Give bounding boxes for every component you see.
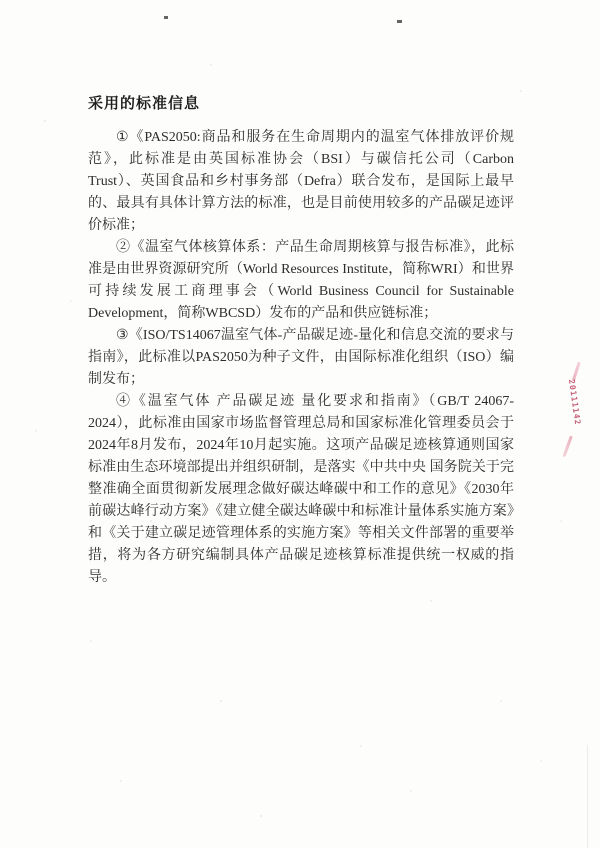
seal-serial-number: 20111142: [566, 378, 583, 426]
paragraph: ②《温室气体核算体系：产品生命周期核算与报告标准》，此标准是由世界资源研究所（World Resources Institute，简称WRI）和世界可持续发展工商理事会（World Business Council for Sustainable Development，简称WBCSD）发布的产品和供应链标准；: [88, 240, 514, 321]
scan-noise: [0, 0, 2, 2]
paragraph: ④《温室气体 产品碳足迹 量化要求和指南》（GB/T 24067-2024），此标准由国家市场监督管理总局和国家标准化管理委员会于2024年8月发布，2024年10月起实施。这项产品碳足迹核算通则国家标准由生态环境部提出并组织研制，是落实《中共中央 国务院关于完整准确全面贯彻新发展理念做好碳达峰碳中和工作的意见》《2030年前碳达峰行动方案》《建立健全碳达峰碳中和标准计量体系实施方案》和《关于建立碳足迹管理体系的实施方案》等相关文件部署的重要举措，将为各方研究编制具体产品碳足迹核算标准提供统一权威的指导。: [88, 394, 514, 585]
seal-arc-icon: [562, 436, 572, 458]
paragraph: ①《PAS2050:商品和服务在生命周期内的温室气体排放评价规范》，此标准是由英国标准协会（BSI）与碳信托公司（Carbon Trust）、英国食品和乡村事务部（Defra）联合发布，是国际上最早的、最具有具体计算方法的标准，也是目前使用较多的产品碳足迹评价标准；: [88, 130, 514, 233]
scan-edge-line: [587, 745, 588, 848]
red-seal-fragment: [552, 360, 599, 458]
scan-artifact: [164, 16, 168, 19]
paragraph: ③《ISO/TS14067温室气体-产品碳足迹-量化和信息交流的要求与指南》，此标准以PAS2050为种子文件，由国际标准化组织（ISO）编制发布；: [88, 328, 514, 387]
scan-artifact: [397, 20, 402, 23]
body-paragraphs: [88, 127, 514, 589]
document-heading: 采用的标准信息: [88, 96, 201, 112]
